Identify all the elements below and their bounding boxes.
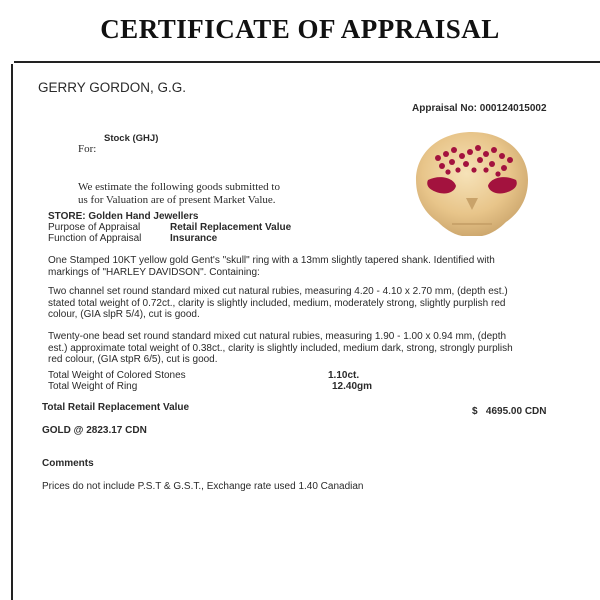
for-label: For: [78,143,97,155]
description-line: One Stamped 10KT yellow gold Gent's "skull" ring with a 13mm slightly tapered shank. Identified with [48,255,495,266]
skull-ring-photo [408,128,536,240]
frame-top-border [14,61,600,63]
stones-line: Two channel set round standard mixed cut natural rubies, measuring 4.20 - 4.10 x 2.70 mm, (depth est.) [48,286,508,297]
stones-line: red colour, (GIA stpR 6/5), cut is good. [48,354,218,365]
frame-left-border [11,64,13,600]
description-line: markings of "HARLEY DAVIDSON". Containing: [48,266,260,278]
total-stones-value: 1.10ct. [328,370,360,381]
stones-paragraph-1 [48,286,508,321]
item-description [48,255,495,278]
total-ring-value: 12.40gm [332,381,373,392]
total-value-label: Total Retail Replacement Value [42,402,190,413]
comments-text: Prices do not include P.S.T & G.S.T., Exchange rate used 1.40 Canadian [42,481,364,492]
stones-line: stated total weight of 0.72ct., clarity is slightly included, medium, moderately strong, slightly purplish red [48,297,506,309]
comments-heading: Comments [42,458,94,469]
store-name: STORE: Golden Hand Jewellers [48,211,199,222]
total-ring-label: Total Weight of Ring [48,381,138,392]
function-label: Function of Appraisal [48,233,142,244]
stones-line: est.) approximate total weight of 0.38ct., clarity is slightly included, medium dark, strong, strongly purplish [48,342,513,354]
appraisal-number: Appraisal No: 000124015002 [412,103,547,114]
gold-price: GOLD @ 2823.17 CDN [42,425,147,436]
stones-paragraph-2 [48,331,513,366]
stock-label: Stock (GHJ) [104,133,159,144]
total-stones-label: Total Weight of Colored Stones [48,370,186,381]
estimate-line: We estimate the following goods submitted to [78,181,280,193]
estimate-line: us for Valuation are of present Market Value. [78,194,276,206]
appraiser-name: GERRY GORDON, G.G. [38,80,187,95]
estimate-statement [78,181,280,207]
purpose-value: Retail Replacement Value [170,222,292,233]
stones-line: Twenty-one bead set round standard mixed cut natural rubies, measuring 1.90 - 1.00 x 0.94 mm, (depth [48,331,507,342]
function-value: Insurance [170,233,218,244]
total-value-amount: $ 4695.00 CDN [472,406,547,417]
purpose-label: Purpose of Appraisal [48,222,141,233]
stones-line: colour, (GIA slpR 5/4), cut is good. [48,309,200,320]
certificate-title: CERTIFICATE OF APPRAISAL [100,14,500,44]
